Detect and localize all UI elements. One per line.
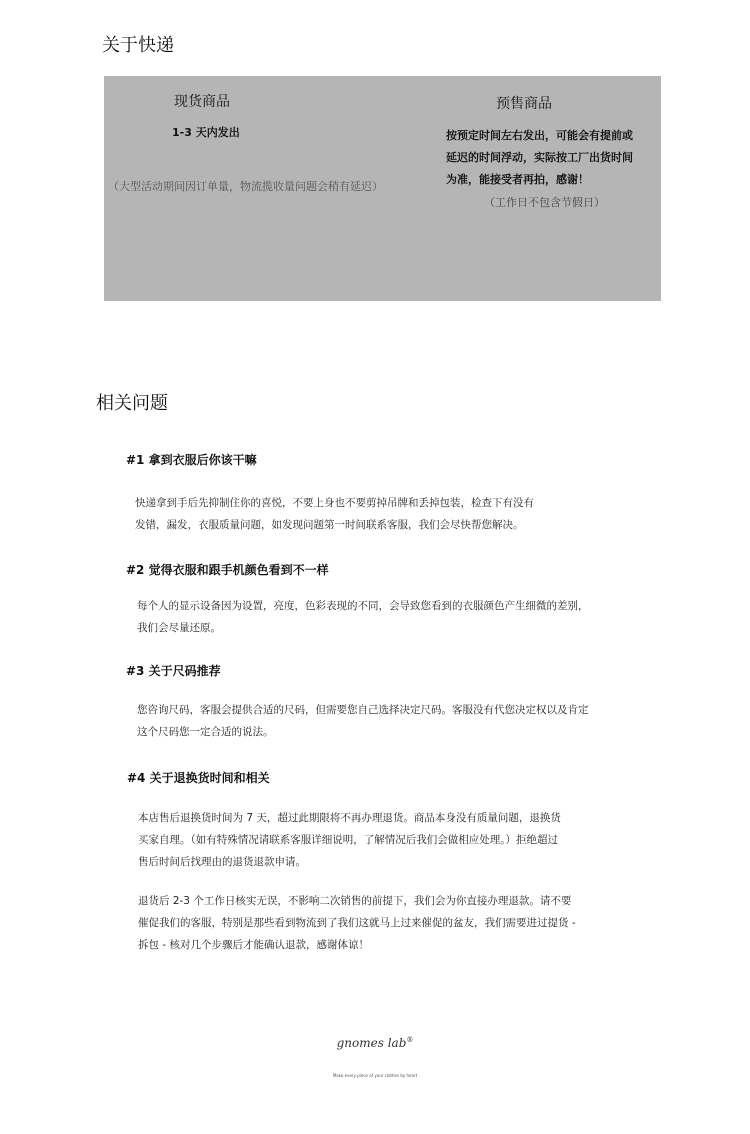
faq-answer-line: 售后时间后找理由的退货退款申请。 [138,856,306,868]
preorder-workday-note: （工作日不包含节假日） [484,196,605,209]
preorder-description [446,125,658,191]
preorder-goods-title: 预售商品 [496,96,552,112]
brand-tagline: Make every piece of your clothes by heart [332,1073,418,1078]
preorder-desc-line: 延迟的时间浮动，实际按工厂出货时间 [446,151,633,164]
faq-question-title: #4 关于退换货时间和相关 [127,771,270,785]
faq-answer [137,699,589,743]
faq-answer-line: 退货后 2-3 个工作日核实无误，不影响二次销售的前提下，我们会为你直接办理退款。请不要 [138,895,572,907]
faq-question-title: #3 关于尺码推荐 [126,664,221,678]
faq-answer [137,595,589,639]
faq-question-title: #2 觉得衣服和跟手机颜色看到不一样 [126,563,329,577]
faq-answer-line: 买家自理。（如有特殊情况请联系客服详细说明，了解情况后我们会做相应处理。）拒绝超过 [138,834,558,846]
faq-answer-line: 我们会尽量还原。 [137,622,221,634]
stock-ship-time: 1-3 天内发出 [172,126,240,139]
faq-answer-line: 这个尺码您一定合适的说法。 [137,726,274,738]
shipping-info-panel [104,76,661,301]
faq-answer [138,807,561,873]
brand-name: gnomes lab [336,1036,407,1050]
faq-question-title: #1 拿到衣服后你该干嘛 [126,453,257,467]
faq-answer-line: 每个人的显示设备因为设置，亮度，色彩表现的不同，会导致您看到的衣服颜色产生细微的差别， [137,600,589,612]
faq-answer-line: 发错，漏发，衣服质量问题，如发现问题第一时间联系客服，我们会尽快帮您解决。 [135,519,524,531]
faq-answer [135,492,534,536]
preorder-desc-line: 按预定时间左右发出，可能会有提前或 [446,129,633,142]
stock-delay-note: （大型活动期间因订单量，物流揽收量问题会稍有延迟） [108,180,383,193]
faq-answer-line: 本店售后退换货时间为 7 天，超过此期限将不再办理退货。商品本身没有质量问题，退换货 [138,812,561,824]
faq-answer-line: 催促我们的客服，特别是那些看到物流到了我们这就马上过来催促的盆友，我们需要进过提货 - [138,917,576,929]
faq-answer-line: 快递拿到手后先抑制住你的喜悦，不要上身也不要剪掉吊牌和丢掉包装，检查下有没有 [135,497,534,509]
faq-section-title: 相关问题 [96,393,168,414]
faq-answer-line: 拆包 - 核对几个步骤后才能确认退款，感谢体谅！ [138,939,369,951]
stock-goods-title: 现货商品 [174,94,230,110]
brand-logo [0,1036,750,1050]
faq-answer-line: 您咨询尺码，客服会提供合适的尺码，但需要您自己选择决定尺码。客服没有代您决定权以及肯定 [137,704,589,716]
registered-mark: ® [406,1036,414,1044]
shipping-section-title: 关于快递 [102,35,174,56]
faq-answer [138,890,576,956]
preorder-desc-line: 为准，能接受者再拍，感谢！ [446,173,589,186]
